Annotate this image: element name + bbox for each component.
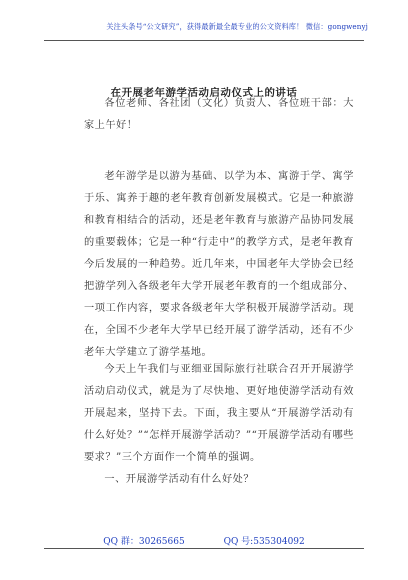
intro-block [84,166,354,364]
footer-qq-group: QQ 群：30265665 [103,537,185,547]
greeting-block [84,93,354,137]
header-divider [44,40,364,41]
today-paragraph: 今天上午我们与亚细亚国际旅行社联合召开开展游学活动启动仪式，就是为了尽快地、更好地使游学活动有效开展起来，坚持下去。下面，我主要从“开展游学活动有什么好处？”“怎样开展游学活动？”“开展游学活动有哪些要求？”三个方面作一个简单的强调。 [84,364,354,463]
header-promo-text: 关注头条号“公文研究”，获得最新最全最专业的公文资料库！ 微信：gongwenyj [106,22,368,31]
today-block [84,359,354,469]
greeting-paragraph: 各位老师、各社团（文化）负责人、各位班干部：大家上午好！ [84,98,354,131]
section-heading: 一、开展游学活动有什么好处？ [104,474,255,485]
footer-contact [0,534,408,547]
document-title: 在开展老年游学活动启动仪式上的讲话 [110,87,298,99]
intro-paragraph: 老年游学是以游为基础、以学为本、寓游于学、寓学于乐、寓养于趣的老年教育创新发展模式。它是一种旅游和教育相结合的活动，还是老年教育与旅游产品协同发展的重要载体；它是一种“行走中”的教学方式，是老年教育今后发展的一种趋势。近几年来，中国老年大学协会已经把游学列入各级老年大学开展老年教育的一个组成部分、一项工作内容，要求各级老年大学积极开展游学活动。现在，全国不少老年大学早已经开展了游学活动，还有不少老年大学建立了游学基地。 [84,171,354,358]
footer-qq-number: QQ 号:535304092 [223,537,305,547]
section-heading-block [84,469,354,491]
footer-divider [44,548,364,549]
